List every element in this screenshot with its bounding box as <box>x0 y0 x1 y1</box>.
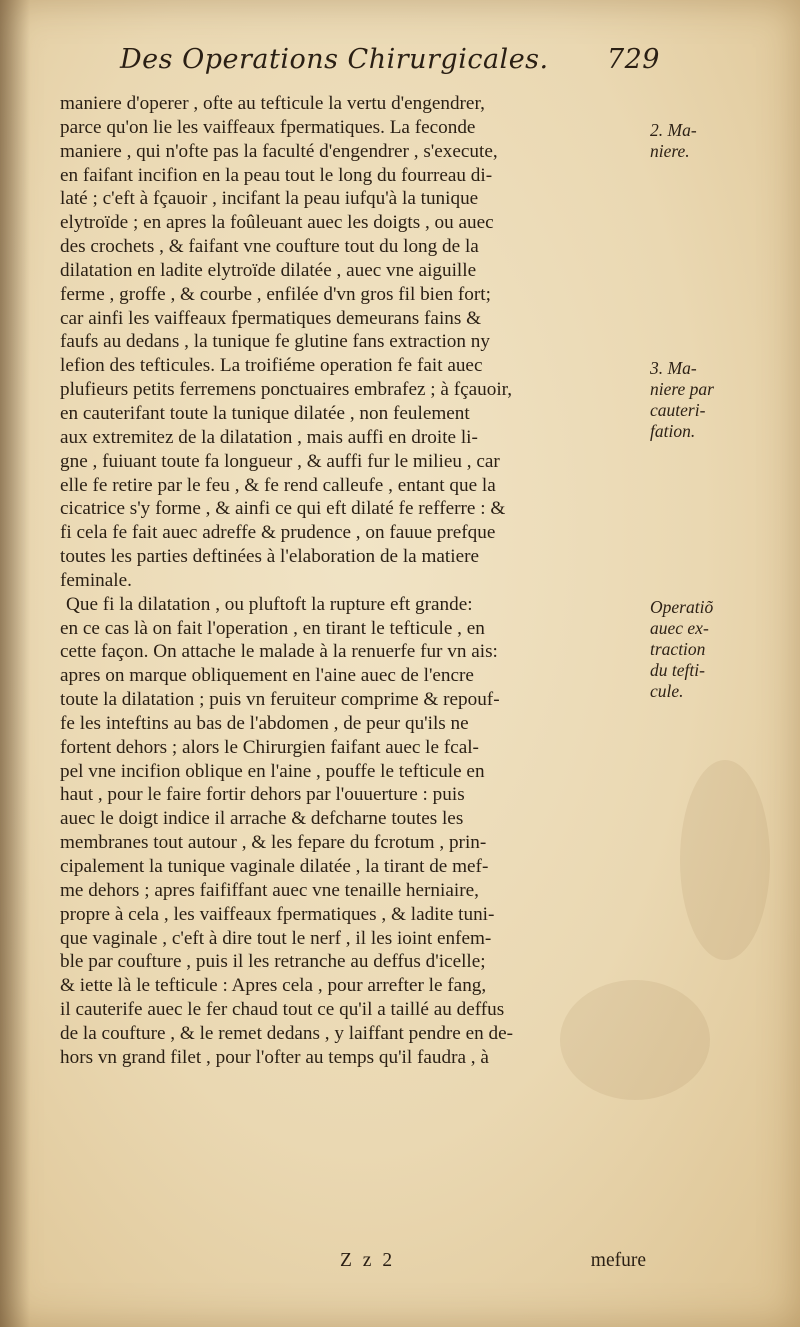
text-line: en cauterifant toute la tunique dilatée , non feulement <box>60 402 470 424</box>
text-line: membranes tout autour , & les fepare du fcrotum , prin- <box>60 832 487 854</box>
text-line: ferme , groffe , & courbe , enfilée d'vn gros fil bien fort; <box>60 283 491 305</box>
text-line: dilatation en ladite elytroïde dilatée , auec vne aiguille <box>60 259 477 281</box>
text-line: elle fe retire par le feu , & fe rend calleufe , entant que la <box>60 474 496 496</box>
text-line: propre à cela , les vaiffeaux fpermatiques , & ladite tuni- <box>60 903 495 925</box>
text-line: cipalement la tunique vaginale dilatée , la tirant de mef- <box>60 856 489 877</box>
text-line: elytroïde ; en apres la foûleuant auec les doigts , ou auec <box>60 212 494 234</box>
text-line: gne , fuiuant toute fa longueur , & auffi fur le milieu , car <box>60 450 500 472</box>
text-line: toute la dilatation ; puis vn feruiteur comprime & repouf- <box>60 689 500 711</box>
text-line: de la coufture , & le remet dedans , y laiffant pendre en de- <box>60 1022 514 1044</box>
text-line: feminale. <box>60 569 132 591</box>
text-line: faufs au dedans , la tunique fe glutine fans extraction ny <box>60 331 490 353</box>
text-line: apres on marque obliquement en l'aine auec de l'encre <box>60 665 474 687</box>
text-line: hors vn grand filet , pour l'ofter au temps qu'il faudra , à <box>60 1046 489 1068</box>
text-line: toutes les parties deftinées à l'elaboration de la matiere <box>60 546 480 568</box>
text-line: que vaginale , c'eft à dire tout le nerf , il les ioint enfem- <box>60 927 492 949</box>
text-line: plufieurs petits ferremens ponctuaires embrafez ; à fçauoir, <box>60 379 513 401</box>
text-line: haut , pour le faire fortir dehors par l'ouuerture : puis <box>60 784 465 806</box>
text-line: pel vne incifion oblique en l'aine , pouffe le tefticule en <box>60 760 485 782</box>
text-line: maniere d'operer , ofte au tefticule la vertu d'engendrer, <box>60 93 485 114</box>
text-line: en faifant incifion en la peau tout le long du fourreau di- <box>60 164 493 186</box>
paper-stain <box>680 760 770 960</box>
text-line: & iette là le tefticule : Apres cela , pour arrefter le fang, <box>60 975 487 997</box>
text-line: Que fi la dilatation , ou pluftoft la rupture eft grande: <box>66 593 473 615</box>
gutter-shadow <box>0 0 30 1327</box>
text-line: fe les inteftins au bas de l'abdomen , de peur qu'ils ne <box>60 712 469 734</box>
text-line: cette façon. On attache le malade à la renuerfe fur vn ais: <box>60 641 498 663</box>
text-line: car ainfi les vaiffeaux fpermatiques demeurans fains & <box>60 307 482 329</box>
text-line: cicatrice s'y forme , & ainfi ce qui eft dilaté fe refferre : & <box>60 498 506 520</box>
text-line: laté ; c'eft à fçauoir , incifant la peau iufqu'à la tunique <box>60 188 479 210</box>
text-line: me dehors ; apres faififfant auec vne tenaille herniaire, <box>60 879 479 901</box>
text-line: ble par coufture , puis il les retranche au deffus d'icelle; <box>60 951 486 973</box>
text-line: fi cela fe fait auec adreffe & prudence , on fauue prefque <box>60 522 496 544</box>
text-line: fortent dehors ; alors le Chirurgien faifant auec le fcal- <box>60 736 479 758</box>
margin-note: Operatiõ auec ex- traction du tefti- cule. <box>650 596 714 701</box>
text-line: auec le doigt indice il arrache & defcharne toutes les <box>60 808 464 830</box>
text-line: parce qu'on lie les vaiffeaux fpermatiques. La feconde <box>60 116 476 138</box>
running-title: Des Operations Chirurgicales. <box>120 44 549 75</box>
text-line: lefion des tefticules. La troifiéme operation fe fait auec <box>60 355 483 377</box>
catchword: mefure <box>590 1250 646 1271</box>
text-line: aux extremitez de la dilatation , mais auffi en droite li- <box>60 426 478 448</box>
page-number: 729 <box>606 44 660 75</box>
text-line: des crochets , & faifant vne coufture tout du long de la <box>60 236 479 258</box>
body-text <box>60 92 646 1070</box>
text-line: il cauterife auec le fer chaud tout ce qu'il a taillé au deffus <box>60 999 505 1021</box>
margin-note: 3. Ma- niere par cauteri- fation. <box>650 358 714 442</box>
margin-note: 2. Ma- niere. <box>650 119 697 161</box>
text-line: maniere , qui n'ofte pas la faculté d'engendrer , s'execute, <box>60 140 498 162</box>
text-line: en ce cas là on fait l'operation , en tirant le tefticule , en <box>60 617 485 639</box>
signature-mark: Z z 2 <box>340 1250 396 1271</box>
